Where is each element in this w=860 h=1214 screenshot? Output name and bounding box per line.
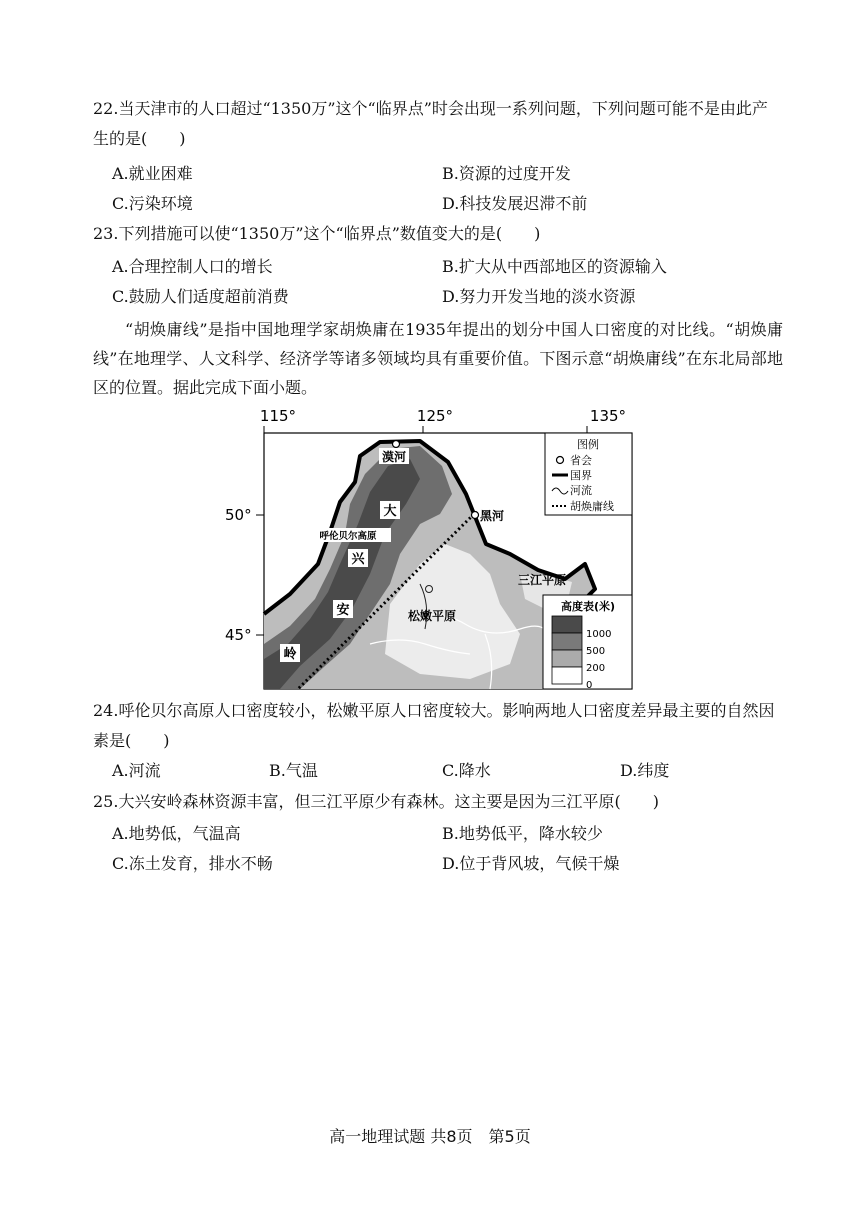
page-footer: 高一地理试题 共8页 第5页 — [329, 1127, 531, 1146]
legend-title: 图例 — [577, 438, 599, 451]
elevation-swatch-1000plus — [552, 616, 582, 633]
elevation-tick-1000: 1000 — [586, 629, 612, 640]
elevation-swatch-0-200 — [552, 667, 582, 684]
legend-capital: 省会 — [570, 454, 592, 467]
q24-option-a[interactable]: A.河流 — [112, 761, 161, 780]
elevation-title: 高度表(米) — [560, 600, 616, 613]
label-songnen: 松嫩平原 — [408, 609, 457, 623]
label-mohe: 漠河 — [381, 450, 407, 464]
elevation-tick-0: 0 — [586, 680, 593, 690]
q22-option-a[interactable]: A.就业困难 — [112, 164, 193, 183]
q25-option-c[interactable]: C.冻土发育，排水不畅 — [112, 854, 273, 873]
q25-option-a[interactable]: A.地势低，气温高 — [112, 824, 241, 843]
elevation-tick-500: 500 — [586, 646, 606, 657]
legend-border: 国界 — [570, 469, 592, 482]
question-23-stem: 23.下列措施可以使“1350万”这个“临界点”数值变大的是( ) — [93, 224, 541, 243]
lon-label-115: 115° — [259, 407, 297, 425]
q25-option-b[interactable]: B.地势低平，降水较少 — [442, 824, 603, 843]
question-22-stem: 22.当天津市的人口超过“1350万”这个“临界点”时会出现一系列问题，下列问题可能不是由此产生的是( ) — [93, 99, 768, 148]
label-xing: 兴 — [351, 552, 365, 567]
q23-option-c[interactable]: C.鼓励人们适度超前消费 — [112, 287, 289, 306]
label-da: 大 — [383, 504, 397, 519]
q25-option-d[interactable]: D.位于背风坡，气候干燥 — [442, 854, 620, 873]
q22-option-b[interactable]: B.资源的过度开发 — [442, 164, 571, 183]
lat-label-50: 50° — [225, 506, 252, 524]
label-heihe: 黑河 — [480, 509, 505, 523]
elevation-swatch-200-500 — [552, 650, 582, 667]
legend-huline: 胡焕庸线 — [570, 500, 614, 513]
elevation-swatch-500-1000 — [552, 633, 582, 650]
label-an: 安 — [336, 603, 350, 618]
q23-option-d[interactable]: D.努力开发当地的淡水资源 — [442, 287, 636, 306]
q24-option-d[interactable]: D.纬度 — [620, 761, 670, 780]
legend-capital-icon — [557, 457, 564, 464]
q23-option-b[interactable]: B.扩大从中西部地区的资源输入 — [442, 257, 667, 276]
q24-option-b[interactable]: B.气温 — [269, 761, 318, 780]
hu-line-map — [220, 404, 640, 690]
heihe-marker — [472, 512, 479, 519]
q22-option-c[interactable]: C.污染环境 — [112, 194, 193, 213]
label-sanjiang: 三江平原 — [518, 573, 567, 587]
lon-label-135: 135° — [589, 407, 627, 425]
legend-river: 河流 — [570, 484, 592, 497]
elevation-tick-200: 200 — [586, 663, 606, 674]
lon-label-125: 125° — [416, 407, 454, 425]
lat-label-45: 45° — [225, 626, 252, 644]
label-hulunbuir: 呼伦贝尔高原 — [319, 531, 377, 542]
mohe-marker — [393, 441, 400, 448]
label-ling: 岭 — [283, 647, 297, 662]
q23-option-a[interactable]: A.合理控制人口的增长 — [112, 257, 273, 276]
intro-paragraph: “胡焕庸线”是指中国地理学家胡焕庸在1935年提出的划分中国人口密度的对比线。“胡焕庸线”在地理学、人文科学、经济学等诸多领域均具有重要价值。下图示意“胡焕庸线”在东北局部地区的位置。据此完成下面小题。 — [93, 320, 783, 397]
q22-option-d[interactable]: D.科技发展迟滞不前 — [442, 194, 588, 213]
map-svg — [220, 404, 640, 690]
question-25-stem: 25.大兴安岭森林资源丰富，但三江平原少有森林。这主要是因为三江平原( ) — [93, 792, 659, 811]
q24-option-c[interactable]: C.降水 — [442, 761, 491, 780]
question-24-stem: 24.呼伦贝尔高原人口密度较小，松嫩平原人口密度较大。影响两地人口密度差异最主要的自然因素是( ) — [93, 701, 775, 750]
